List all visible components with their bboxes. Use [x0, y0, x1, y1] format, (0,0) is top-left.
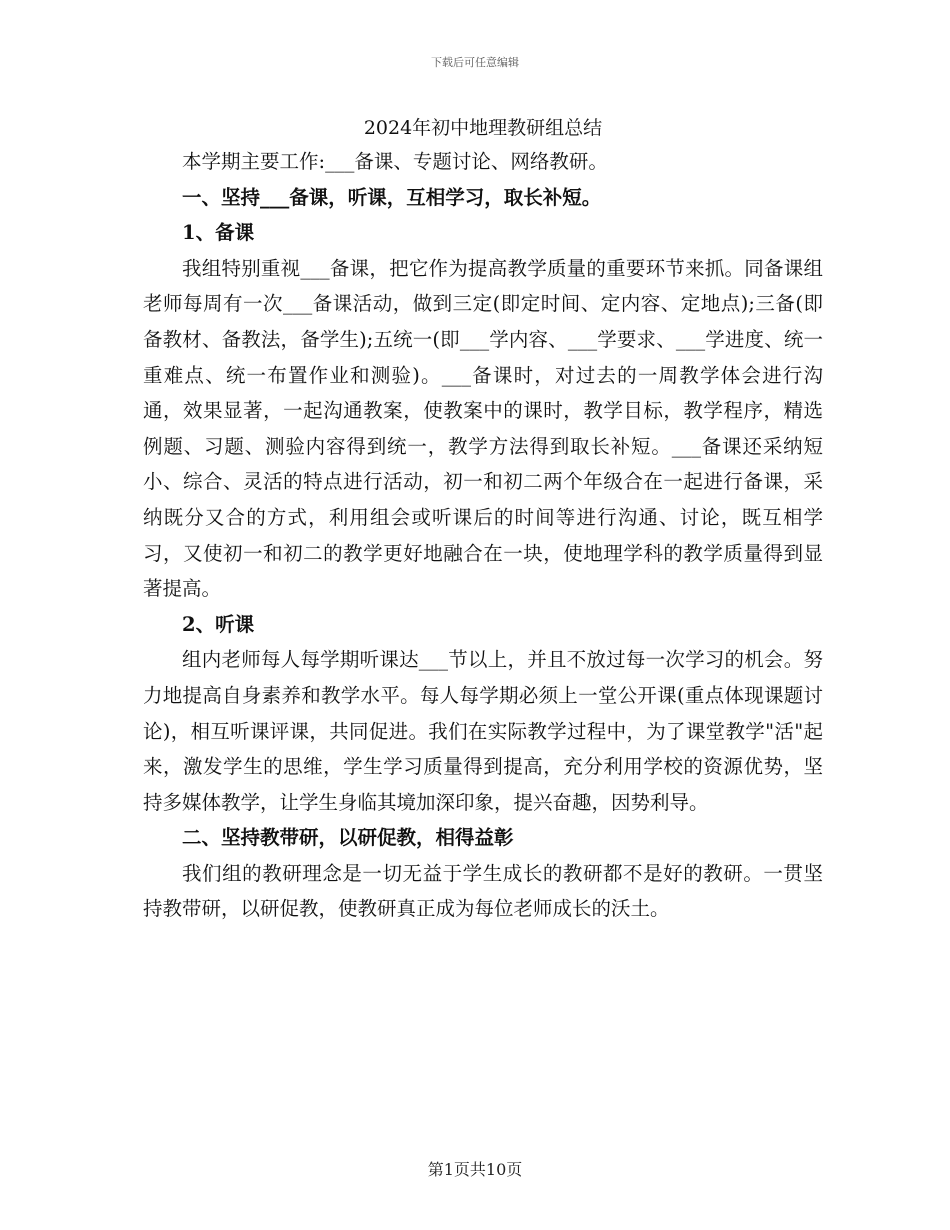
page-footer: 第1页共10页	[427, 1160, 523, 1179]
section-2-paragraph: 我们组的教研理念是一切无益于学生成长的教研都不是好的教研。一贯坚持教带研，以研促教，使教研真正成为每位老师成长的沃土。	[143, 861, 823, 921]
subsection-2-paragraph: 组内老师每人每学期听课达___节以上，并且不放过每一次学习的机会。努力地提高自身素养和教学水平。每人每学期必须上一堂公开课(重点体现课题讨论)，相互听课评课，共同促进。我们在实际教学过程中，为了课堂教学"活"起来，激发学生的思维，学生学习质量得到提高，充分利用学校的资源优势，坚持多媒体教学，让学生身临其境加深印象，提兴奋趣，因势利导。	[143, 648, 823, 814]
header-note: 下载后可任意编辑	[431, 56, 519, 69]
subsection-1-paragraph: 我组特别重视___备课，把它作为提高教学质量的重要环节来抓。同备课组老师每周有一次___备课活动，做到三定(即定时间、定内容、定地点);三备(即备教材、备教法，备学生);五统一(即___学内容、___学要求、___学进度、统一重难点、统一布置作业和测验)。___备课时，对过去的一周教学体会进行沟通，效果显著，一起沟通教案，使教案中的课时，教学目标，教学程序，精选例题、习题、测验内容得到统一，教学方法得到取长补短。___备课还采纳短小、综合、灵活的特点进行活动，初一和初二两个年级合在一起进行备课，采纳既分又合的方式，利用组会或听课后的时间等进行沟通、讨论，既互相学习，又使初一和初二的教学更好地融合在一块，使地理学科的教学质量得到显著提高。	[143, 256, 823, 601]
intro-paragraph: 本学期主要工作:___备课、专题讨论、网络教研。	[182, 150, 608, 173]
section-1-heading: 一、坚持___备课，听课，互相学习，取长补短。	[182, 185, 602, 209]
subsection-2-heading: 2、听课	[182, 612, 255, 636]
subsection-1-heading: 1、备课	[182, 221, 255, 245]
document-title: 2024年初中地理教研组总结	[363, 117, 603, 139]
document-body	[143, 112, 823, 927]
section-2-heading: 二、坚持教带研，以研促教，相得益彰	[182, 826, 514, 850]
